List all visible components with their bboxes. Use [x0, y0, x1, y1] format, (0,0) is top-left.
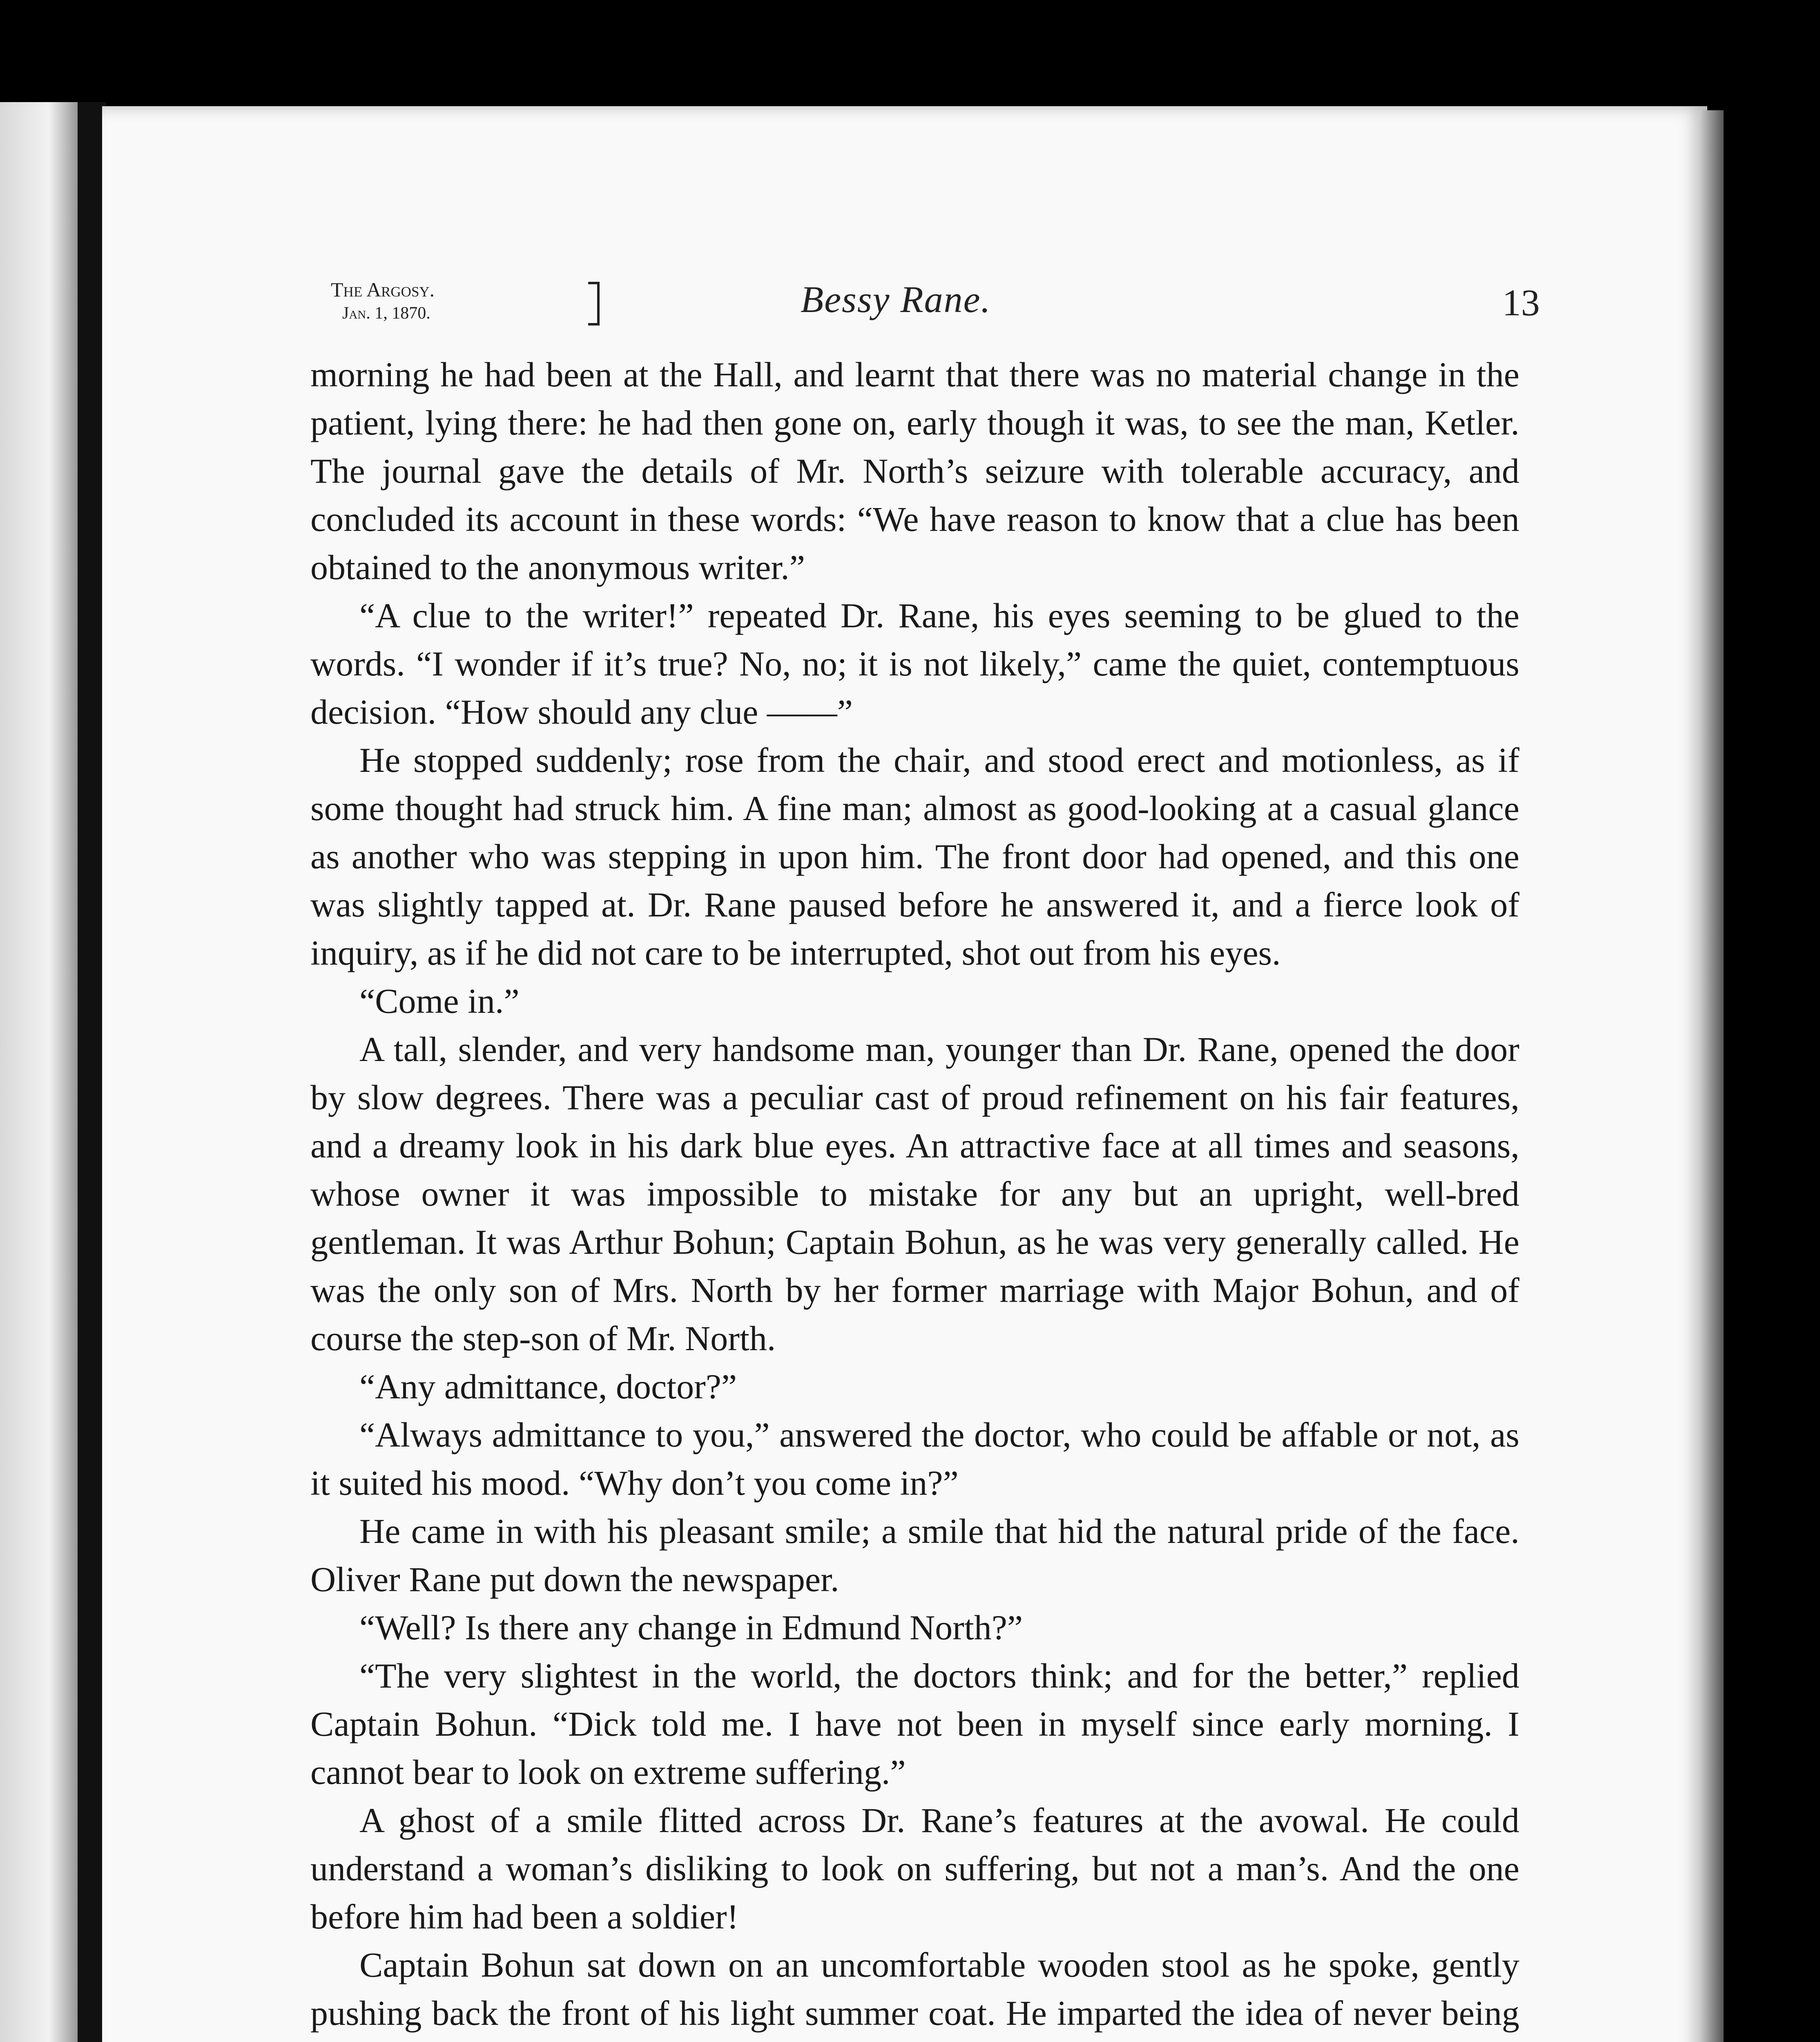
- chapter-title: Bessy Rane.: [801, 279, 991, 320]
- page-shadow-edge: [1699, 110, 1724, 2042]
- page-number: 13: [1502, 282, 1540, 323]
- running-head-date: Jan. 1, 1870.: [342, 304, 430, 323]
- paragraph: “The very slightest in the world, the doctors think; and for the better,” replied Captain Bohun. “Dick told me. I have not been in myself since early morning. I cannot bear to look on extreme suffering.”: [310, 1656, 1519, 1792]
- paragraph: “A clue to the writer!” repeated Dr. Rane, his eyes seeming to be glued to the words. “I wonder if it’s true? No, no; it is not likely,” came the quiet, contemptuous decision. “How should any clue ——”: [310, 596, 1519, 731]
- paragraph: He came in with his pleasant smile; a smile that hid the natural pride of the face. Oliver Rane put down the newspaper.: [310, 1511, 1519, 1599]
- paragraph: “Well? Is there any change in Edmund North?”: [359, 1608, 1023, 1647]
- paragraph: morning he had been at the Hall, and learnt that there was no material change in the patient, lying there: he had then gone on, early though it was, to see the man, Ketler. The journal gave the details of Mr. North’s seizure with tolerable accuracy, and concluded its account in these words: “We have reason to know that a clue has been obtained to the anonymous writer.”: [310, 355, 1519, 587]
- paragraph: A ghost of a smile flitted across Dr. Rane’s features at the avowal. He could understand a woman’s disliking to look on suffering, but not a man’s. And the one before him had been a soldier!: [310, 1801, 1519, 1936]
- paragraph: A tall, slender, and very handsome man, younger than Dr. Rane, opened the door by slow degrees. There was a peculiar cast of proud refinement on his fair features, and a dreamy look in his dark blue eyes. An attractive face at all times and seasons, whose owner it was impossible to mistake for any but an upright, well-bred gentleman. It was Arthur Bohun; Captain Bohun, as he was very generally called. He was the only son of Mrs. North by her former marriage with Major Bohun, and of course the step-son of Mr. North.: [310, 1030, 1519, 1358]
- paragraph: He stopped suddenly; rose from the chair, and stood erect and motionless, as if some thought had struck him. A fine man; almost as good-looking at a casual glance as another who was stepping in upon him. The front door had opened, and this one was slightly tapped at. Dr. Rane paused before he answered it, and a fierce look of inquiry, as if he did not care to be interrupted, shot out from his eyes.: [310, 740, 1519, 972]
- paragraph: Captain Bohun sat down on an uncomfortable wooden stool as he spoke, gently pushing back the front of his light summer coat. He imparted the idea of never being: [310, 1945, 1519, 2033]
- running-head-title: The Argosy.: [331, 278, 435, 301]
- paragraph: “Any admittance, doctor?”: [359, 1367, 737, 1406]
- running-head-bracket: [588, 282, 600, 325]
- page-header: [208, 278, 1540, 351]
- facing-page-edge: [0, 102, 82, 2042]
- paragraph: “Come in.”: [359, 981, 520, 1021]
- body-text: [310, 350, 1519, 2042]
- paragraph: “Always admittance to you,” answered the doctor, who could be affable or not, as it suited his mood. “Why don’t you come in?”: [310, 1415, 1519, 1503]
- running-head: [331, 278, 435, 325]
